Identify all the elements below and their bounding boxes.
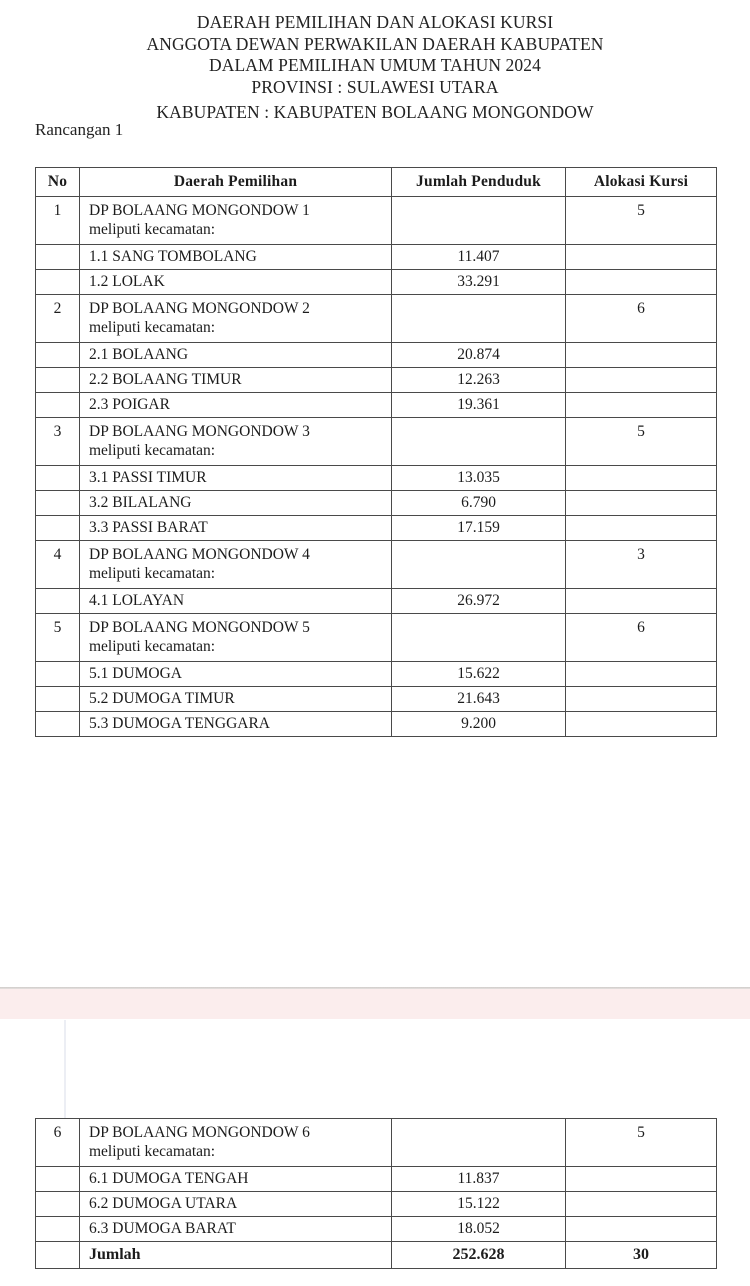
table-row	[36, 1119, 717, 1167]
total-alokasi-kursi: 30	[566, 1242, 717, 1269]
sub-no	[36, 662, 80, 687]
title-line-1: DAERAH PEMILIHAN DAN ALOKASI KURSI	[196, 12, 554, 32]
title-line-3: DALAM PEMILIHAN UMUM TAHUN 2024	[209, 55, 541, 75]
dapil-table-page-2	[35, 1118, 717, 1269]
sub-jumlah: 26.972	[392, 589, 566, 614]
section-name-cell	[80, 614, 392, 662]
sub-label: 2.1 BOLAANG	[80, 343, 392, 368]
sub-no	[36, 1217, 80, 1242]
table-body-page-2	[36, 1119, 717, 1269]
col-header-daerah-pemilihan: Daerah Pemilihan	[80, 168, 392, 197]
section-subtitle: meliputi kecamatan:	[89, 442, 216, 459]
sub-kursi	[566, 491, 717, 516]
section-name-cell	[80, 541, 392, 589]
sub-jumlah: 15.122	[392, 1192, 566, 1217]
sub-label: 3.3 PASSI BARAT	[80, 516, 392, 541]
sub-no	[36, 1192, 80, 1217]
sub-label: 5.1 DUMOGA	[80, 662, 392, 687]
sub-jumlah: 21.643	[392, 687, 566, 712]
sub-label: 6.3 DUMOGA BARAT	[80, 1217, 392, 1242]
section-title: DP BOLAANG MONGONDOW 5	[89, 619, 310, 636]
section-subtitle: meliputi kecamatan:	[89, 319, 216, 336]
page-break-band	[0, 989, 750, 1019]
section-title: DP BOLAANG MONGONDOW 4	[89, 546, 310, 563]
col-header-no: No	[36, 168, 80, 197]
section-jumlah	[392, 197, 566, 245]
section-kursi: 5	[566, 197, 717, 245]
section-no: 1	[36, 197, 80, 245]
section-jumlah	[392, 614, 566, 662]
sub-kursi	[566, 662, 717, 687]
section-no: 3	[36, 418, 80, 466]
sub-label: 6.1 DUMOGA TENGAH	[80, 1167, 392, 1192]
title-line-2: ANGGOTA DEWAN PERWAKILAN DAERAH KABUPATEN	[146, 33, 604, 54]
sub-kursi	[566, 1167, 717, 1192]
section-title: DP BOLAANG MONGONDOW 6	[89, 1124, 310, 1141]
title-line-4: PROVINSI : SULAWESI UTARA	[251, 76, 499, 97]
section-subtitle: meliputi kecamatan:	[89, 221, 216, 238]
section-jumlah	[392, 295, 566, 343]
sub-kursi	[566, 516, 717, 541]
title-line-5: KABUPATEN : KABUPATEN BOLAANG MONGONDOW	[156, 102, 594, 122]
section-kursi: 3	[566, 541, 717, 589]
total-label: Jumlah	[80, 1242, 392, 1269]
table-row	[36, 614, 717, 662]
section-no: 4	[36, 541, 80, 589]
section-kursi: 5	[566, 1119, 717, 1167]
section-jumlah	[392, 541, 566, 589]
sub-no	[36, 393, 80, 418]
sub-kursi	[566, 270, 717, 295]
sub-jumlah: 11.407	[392, 245, 566, 270]
section-name-cell	[80, 1119, 392, 1167]
sub-jumlah: 17.159	[392, 516, 566, 541]
sub-no	[36, 1167, 80, 1192]
sub-jumlah: 33.291	[392, 270, 566, 295]
total-jumlah-penduduk: 252.628	[392, 1242, 566, 1269]
table-row	[36, 270, 717, 295]
document-title-block	[0, 12, 750, 124]
sub-jumlah: 20.874	[392, 343, 566, 368]
table-row	[36, 197, 717, 245]
section-kursi: 6	[566, 614, 717, 662]
section-title: DP BOLAANG MONGONDOW 3	[89, 423, 310, 440]
sub-kursi	[566, 1217, 717, 1242]
section-jumlah	[392, 1119, 566, 1167]
dapil-table-page-2-wrapper	[35, 1118, 716, 1269]
sub-kursi	[566, 687, 717, 712]
sub-label: 5.2 DUMOGA TIMUR	[80, 687, 392, 712]
table-row	[36, 516, 717, 541]
sub-no	[36, 368, 80, 393]
section-kursi: 5	[566, 418, 717, 466]
col-header-alokasi-kursi: Alokasi Kursi	[566, 168, 717, 197]
draft-label: Rancangan 1	[35, 120, 124, 139]
sub-no	[36, 270, 80, 295]
scan-artifact-line	[64, 1020, 66, 1132]
table-row	[36, 418, 717, 466]
sub-label: 2.3 POIGAR	[80, 393, 392, 418]
section-kursi: 6	[566, 295, 717, 343]
table-row	[36, 245, 717, 270]
sub-kursi	[566, 393, 717, 418]
table-row	[36, 1167, 717, 1192]
table-header-row	[36, 168, 717, 197]
table-total-row	[36, 1242, 717, 1269]
section-name-cell	[80, 197, 392, 245]
sub-jumlah: 18.052	[392, 1217, 566, 1242]
sub-kursi	[566, 466, 717, 491]
table-row	[36, 466, 717, 491]
sub-label: 3.1 PASSI TIMUR	[80, 466, 392, 491]
sub-label: 2.2 BOLAANG TIMUR	[80, 368, 392, 393]
col-header-jumlah-penduduk: Jumlah Penduduk	[392, 168, 566, 197]
sub-label: 1.1 SANG TOMBOLANG	[80, 245, 392, 270]
total-no	[36, 1242, 80, 1269]
sub-label: 4.1 LOLAYAN	[80, 589, 392, 614]
sub-jumlah: 6.790	[392, 491, 566, 516]
sub-no	[36, 491, 80, 516]
table-row	[36, 589, 717, 614]
section-subtitle: meliputi kecamatan:	[89, 565, 216, 582]
sub-jumlah: 15.622	[392, 662, 566, 687]
section-title: DP BOLAANG MONGONDOW 2	[89, 300, 310, 317]
sub-label: 3.2 BILALANG	[80, 491, 392, 516]
sub-jumlah: 12.263	[392, 368, 566, 393]
section-subtitle: meliputi kecamatan:	[89, 638, 216, 655]
table-row	[36, 541, 717, 589]
sub-no	[36, 466, 80, 491]
sub-jumlah: 11.837	[392, 1167, 566, 1192]
table-row	[36, 1217, 717, 1242]
sub-kursi	[566, 1192, 717, 1217]
sub-no	[36, 589, 80, 614]
sub-no	[36, 712, 80, 737]
sub-label: 6.2 DUMOGA UTARA	[80, 1192, 392, 1217]
sub-no	[36, 245, 80, 270]
section-no: 5	[36, 614, 80, 662]
section-no: 2	[36, 295, 80, 343]
sub-jumlah: 13.035	[392, 466, 566, 491]
table-row	[36, 1192, 717, 1217]
dapil-table-page-1	[35, 167, 717, 737]
table-row	[36, 368, 717, 393]
sub-kursi	[566, 245, 717, 270]
sub-jumlah: 19.361	[392, 393, 566, 418]
table-header	[36, 168, 717, 197]
section-subtitle: meliputi kecamatan:	[89, 1143, 216, 1160]
sub-no	[36, 687, 80, 712]
section-jumlah	[392, 418, 566, 466]
section-name-cell	[80, 295, 392, 343]
sub-kursi	[566, 589, 717, 614]
table-row	[36, 343, 717, 368]
sub-kursi	[566, 712, 717, 737]
table-row	[36, 295, 717, 343]
section-title: DP BOLAANG MONGONDOW 1	[89, 202, 310, 219]
table-row	[36, 712, 717, 737]
sub-kursi	[566, 343, 717, 368]
dapil-table-page-1-wrapper	[35, 167, 716, 737]
table-body-page-1	[36, 197, 717, 737]
table-row	[36, 491, 717, 516]
sub-kursi	[566, 368, 717, 393]
sub-label: 1.2 LOLAK	[80, 270, 392, 295]
table-row	[36, 687, 717, 712]
table-row	[36, 662, 717, 687]
table-row	[36, 393, 717, 418]
section-no: 6	[36, 1119, 80, 1167]
sub-no	[36, 343, 80, 368]
sub-jumlah: 9.200	[392, 712, 566, 737]
section-name-cell	[80, 418, 392, 466]
sub-no	[36, 516, 80, 541]
sub-label: 5.3 DUMOGA TENGGARA	[80, 712, 392, 737]
